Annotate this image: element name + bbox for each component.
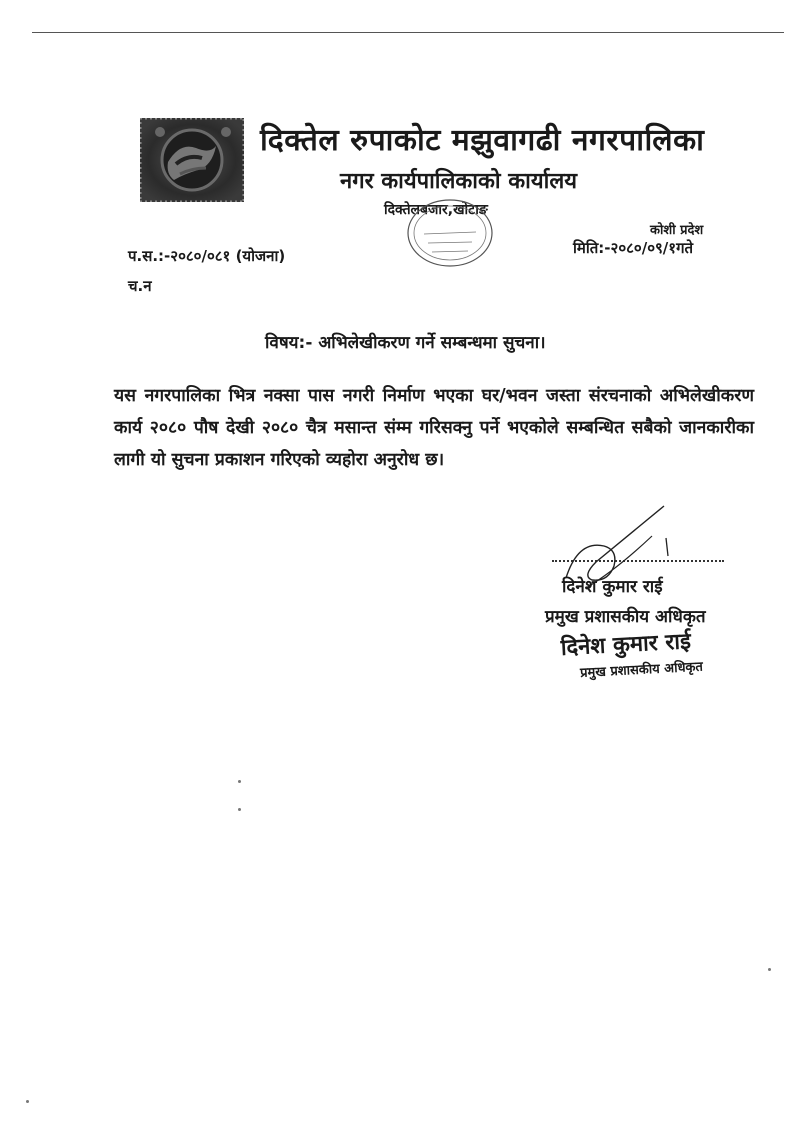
province-label: कोशी प्रदेश (650, 223, 704, 238)
letter-subject: विषय:- अभिलेखीकरण गर्ने सम्बन्धमा सुचना। (265, 333, 546, 353)
scan-speck (238, 808, 241, 811)
municipality-emblem-icon (140, 118, 244, 202)
signatory-name: दिनेश कुमार राई (562, 577, 663, 597)
dispatch-number: च.न (128, 277, 152, 295)
office-name: नगर कार्यपालिकाको कार्यालय (340, 169, 577, 194)
scan-speck (768, 968, 771, 971)
scan-speck (26, 1100, 29, 1103)
scan-speck (238, 780, 241, 783)
letter-date: मिति:-२०८०/०९/१गते (573, 239, 694, 257)
letter-body: यस नगरपालिका भित्र नक्सा पास नगरी निर्माण भएका घर/भवन जस्ता संरचनाको अभिलेखीकरण कार्य २०८० पौष देखी २०८० चैत्र मसान्त संम्म गरिसक्नु पर्ने भएकोले सम्बन्धित सबैको जानकारीका लागी यो सुचना प्रकाशन गरिएको व्यहोरा अनुरोध छ। (114, 386, 754, 470)
stamp-title: प्रमुख प्रशासकीय अधिकृत (579, 659, 704, 681)
reference-number: प.स.:-२०८०/०८१ (योजना) (128, 247, 286, 265)
municipality-name: दिक्तेल रुपाकोट मझुवागढी नगरपालिका (260, 123, 705, 158)
signatory-title: प्रमुख प्रशासकीय अधिकृत (545, 607, 706, 627)
office-address: दिक्तेलबजार,खोटाङ (384, 202, 488, 218)
stamp-name: दिनेश कुमार राई (560, 629, 692, 661)
office-seal-icon (404, 196, 496, 270)
top-divider (32, 32, 784, 33)
signatory-stamp (560, 625, 703, 682)
